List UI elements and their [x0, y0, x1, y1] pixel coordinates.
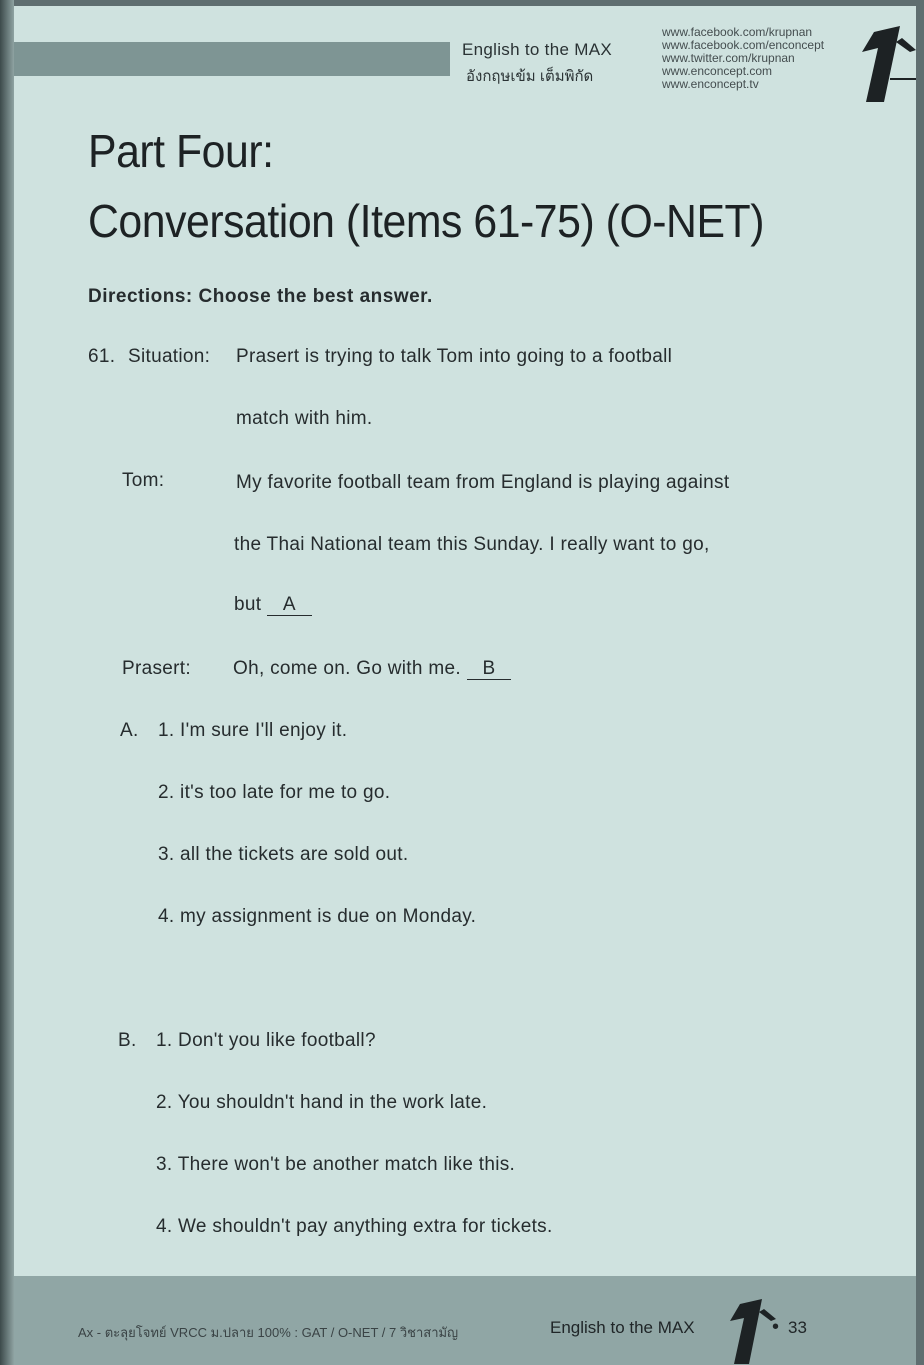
tom-line-3	[234, 594, 312, 616]
option-b-2-num: 2.	[156, 1092, 173, 1113]
footer-logo-icon	[716, 1296, 776, 1365]
situation-label: Situation:	[128, 346, 211, 367]
prasert-line	[233, 658, 511, 680]
footer-bullet: •	[772, 1316, 780, 1338]
logo-1-icon	[844, 22, 916, 106]
option-b-3-num: 3.	[156, 1154, 173, 1175]
footer-series-text: Ax - ตะลุยโจทย์ VRCC ม.ปลาย 100% : GAT / O-NET / 7 วิชาสามัญ	[78, 1325, 459, 1340]
header-bar	[14, 42, 450, 76]
tom-label: Tom:	[122, 470, 165, 491]
option-a-1-text: I'm sure I'll enjoy it.	[180, 720, 348, 741]
option-b-1-num: 1.	[156, 1030, 173, 1051]
option-a-3-num: 3.	[158, 844, 175, 865]
book-page	[14, 6, 916, 1365]
prasert-label: Prasert:	[122, 658, 191, 679]
tom-line-3-text: but	[234, 594, 262, 615]
option-a-3[interactable]	[158, 844, 408, 866]
option-a-2[interactable]	[158, 782, 390, 804]
link-facebook-enconcept: www.facebook.com/enconcept	[662, 38, 825, 52]
option-a-4[interactable]	[158, 906, 476, 928]
option-a-3-text: all the tickets are sold out.	[180, 844, 409, 865]
title-part: Part Four:	[88, 125, 274, 177]
header-title: English to the MAX	[462, 40, 612, 59]
page-number: 33	[788, 1318, 807, 1337]
tom-line-1: My favorite football team from England is playing against	[236, 472, 730, 493]
options-b-label: B.	[118, 1030, 137, 1051]
option-a-4-text: my assignment is due on Monday.	[180, 906, 477, 927]
footer-brand: English to the MAX	[550, 1318, 695, 1337]
blank-a: A	[267, 594, 312, 616]
option-b-4[interactable]	[156, 1216, 553, 1238]
option-b-3-text: There won't be another match like this.	[177, 1154, 516, 1175]
option-a-2-text: it's too late for me to go.	[180, 782, 391, 803]
link-tv: www.enconcept.tv	[662, 77, 759, 91]
title-section: Conversation (Items 61-75) (O-NET)	[88, 195, 764, 247]
option-a-4-num: 4.	[158, 906, 175, 927]
option-b-1[interactable]	[156, 1030, 376, 1052]
header-links	[662, 26, 824, 91]
prasert-line-text: Oh, come on. Go with me.	[233, 658, 461, 679]
blank-b: B	[467, 658, 512, 680]
option-b-1-text: Don't you like football?	[178, 1030, 376, 1051]
option-b-4-num: 4.	[156, 1216, 173, 1237]
options-a-label: A.	[120, 720, 139, 741]
situation-line-1: Prasert is trying to talk Tom into going to a football	[236, 346, 673, 367]
option-b-4-text: We shouldn't pay anything extra for tickets.	[178, 1216, 553, 1237]
option-a-2-num: 2.	[158, 782, 175, 803]
directions: Directions: Choose the best answer.	[88, 286, 433, 307]
book-spine	[0, 0, 14, 1365]
link-facebook-krupnan: www.facebook.com/krupnan	[662, 25, 813, 39]
question-number: 61.	[88, 346, 116, 367]
option-b-2-text: You shouldn't hand in the work late.	[177, 1092, 488, 1113]
link-website: www.enconcept.com	[662, 64, 773, 78]
footer	[14, 1276, 916, 1365]
link-twitter: www.twitter.com/krupnan	[662, 51, 795, 65]
option-b-2[interactable]	[156, 1092, 487, 1114]
situation-line-2: match with him.	[236, 408, 373, 429]
header-thai-subtitle: อังกฤษเข้ม เต็มพิกัด	[466, 68, 594, 85]
tom-line-2: the Thai National team this Sunday. I really want to go,	[234, 534, 710, 555]
option-a-1[interactable]	[158, 720, 347, 742]
option-b-3[interactable]	[156, 1154, 515, 1176]
option-a-1-num: 1.	[158, 720, 175, 741]
